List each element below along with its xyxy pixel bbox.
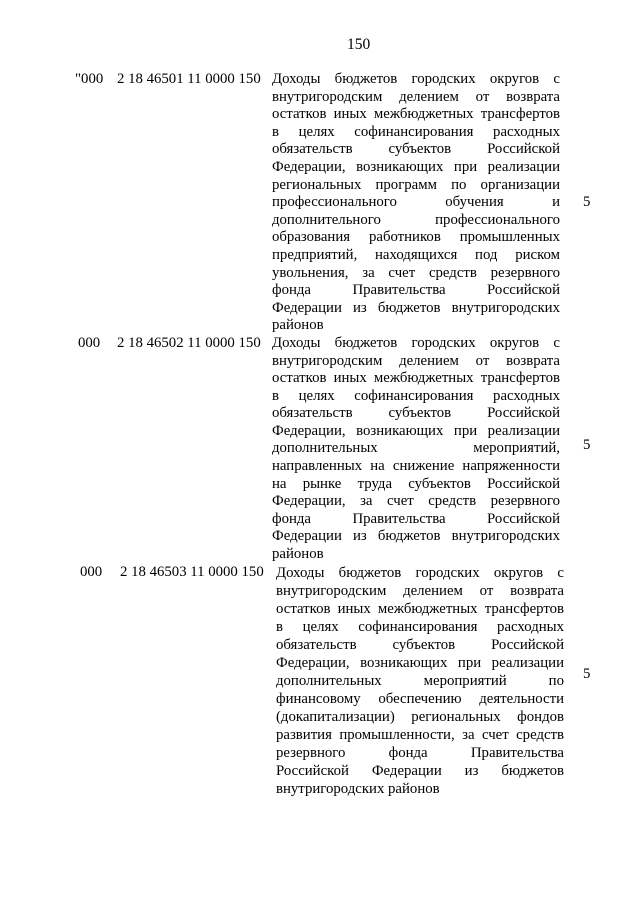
description-line: в целях софинансирования расходных bbox=[272, 387, 560, 404]
budget-classification-code: 2 18 46503 11 0000 150 bbox=[120, 563, 264, 580]
description-line: Федерации, за счет средств резервного bbox=[272, 493, 560, 510]
revenue-table bbox=[0, 71, 640, 798]
description-line: (докапитализации) региональных фондов bbox=[276, 708, 564, 725]
description-line: на рынке труда субъектов Российской bbox=[272, 475, 560, 492]
description-line: остатков иных межбюджетных трансфертов bbox=[272, 370, 560, 387]
amount: 5 bbox=[583, 194, 591, 211]
table-row bbox=[0, 71, 640, 335]
description-line: развития промышленности, за счет средств bbox=[276, 726, 564, 743]
description-line: внутригородским делением от возврата bbox=[272, 88, 560, 105]
description-line: районов bbox=[272, 317, 324, 334]
description-line: Федерации, возникающих при реализации bbox=[272, 158, 560, 175]
budget-classification-code: 2 18 46501 11 0000 150 bbox=[117, 71, 261, 87]
description-line: финансовому обеспечению деятельности bbox=[276, 690, 564, 707]
description-line: направленных на снижение напряженности bbox=[272, 458, 560, 475]
description-line: в целях софинансирования расходных bbox=[276, 618, 564, 635]
budget-classification-code: 2 18 46502 11 0000 150 bbox=[117, 334, 261, 351]
description-line: Доходы бюджетов городских округов с bbox=[276, 564, 564, 581]
description-line: Федерации, возникающих при реализации bbox=[276, 654, 564, 671]
description-line: региональных программ по организации bbox=[272, 176, 560, 193]
description-line: остатков иных межбюджетных трансфертов bbox=[276, 600, 564, 617]
page-number: 150 bbox=[347, 36, 371, 53]
description-line: Федерации из бюджетов внутригородских bbox=[272, 528, 560, 545]
description-line: Российской Федерации из бюджетов bbox=[276, 762, 564, 779]
description-line: районов bbox=[272, 546, 324, 563]
admin-code: 000 bbox=[78, 334, 101, 351]
description-line: фонда Правительства Российской bbox=[272, 282, 560, 299]
description-line: дополнительного профессионального bbox=[272, 211, 560, 228]
table-row bbox=[0, 335, 640, 564]
description bbox=[272, 71, 560, 335]
description-line: внутригородским делением от возврата bbox=[272, 352, 560, 369]
description bbox=[272, 335, 560, 564]
description-line: дополнительных мероприятий, bbox=[272, 440, 560, 457]
description-line: Доходы бюджетов городских округов с bbox=[272, 71, 560, 87]
description bbox=[276, 564, 564, 798]
table-row bbox=[0, 564, 640, 798]
amount: 5 bbox=[583, 665, 591, 682]
description-line: резервного фонда Правительства bbox=[276, 744, 564, 761]
description-line: предприятий, находящихся под риском bbox=[272, 246, 560, 263]
description-line: профессионального обучения и bbox=[272, 194, 560, 211]
description-line: остатков иных межбюджетных трансфертов bbox=[272, 106, 560, 123]
description-line: фонда Правительства Российской bbox=[272, 510, 560, 527]
admin-code: "000 bbox=[75, 71, 104, 87]
description-line: увольнения, за счет средств резервного bbox=[272, 264, 560, 281]
description-line: дополнительных мероприятий по bbox=[276, 672, 564, 689]
description-line: Доходы бюджетов городских округов с bbox=[272, 334, 560, 351]
description-line: обязательств субъектов Российской bbox=[276, 636, 564, 653]
description-line: Федерации из бюджетов внутригородских bbox=[272, 299, 560, 316]
amount: 5 bbox=[583, 437, 591, 454]
description-line: внутригородских районов bbox=[276, 780, 440, 797]
description-line: обязательств субъектов Российской bbox=[272, 405, 560, 422]
description-line: внутригородским делением от возврата bbox=[276, 582, 564, 599]
description-line: в целях софинансирования расходных bbox=[272, 123, 560, 140]
description-line: Федерации, возникающих при реализации bbox=[272, 422, 560, 439]
description-line: образования работников промышленных bbox=[272, 229, 560, 246]
admin-code: 000 bbox=[80, 563, 103, 580]
description-line: обязательств субъектов Российской bbox=[272, 141, 560, 158]
